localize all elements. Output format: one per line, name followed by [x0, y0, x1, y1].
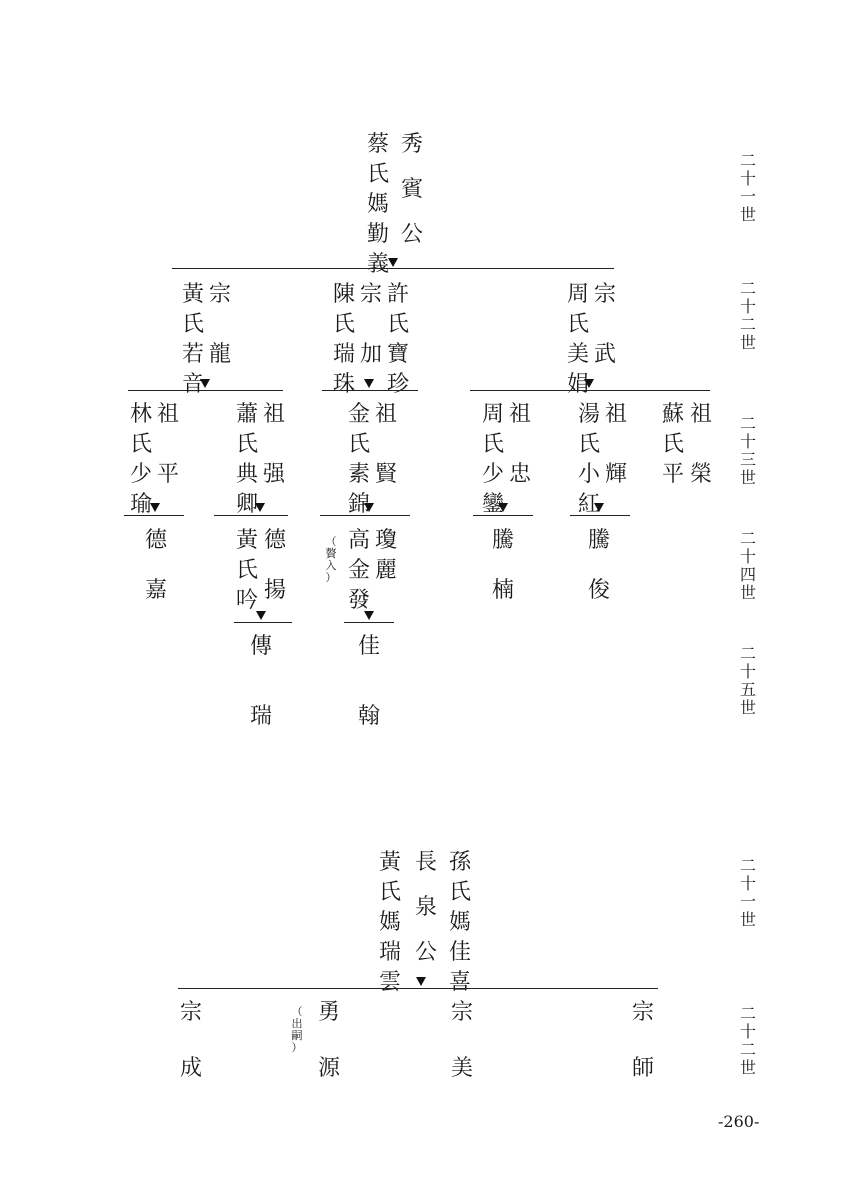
- root-name: 秀 賓 公: [400, 132, 423, 247]
- branch-line: [473, 515, 533, 516]
- branch-line: [124, 515, 184, 516]
- descent-arrow: [388, 258, 398, 267]
- generation-label: 二 十 一 世: [739, 856, 756, 929]
- e1-name: 傳 瑞: [249, 634, 272, 729]
- c6-wife: 蘇 氏 平: [661, 402, 684, 487]
- d3-note: （ 贅 入 ）: [325, 535, 337, 584]
- b3-wife: 周 氏 美 娟: [566, 282, 589, 397]
- root2-name: 長 泉 公: [414, 850, 437, 965]
- b1-wife: 黃 氏 若 音: [181, 282, 204, 397]
- branch-line: [570, 515, 630, 516]
- d1-name: 德 嘉: [144, 528, 167, 603]
- c1-wife: 林 氏 少 瑜: [129, 402, 152, 517]
- d5-name: 騰 俊: [587, 528, 610, 603]
- generation-label: 二 十 二 世: [739, 1004, 756, 1077]
- s4-name: 宗 師: [631, 1000, 654, 1081]
- d2-name: 德 揚: [263, 528, 286, 603]
- c4-name: 祖 忠: [508, 402, 531, 487]
- d4-name: 騰 楠: [491, 528, 514, 603]
- branch-line: [178, 988, 658, 989]
- descent-arrow: [584, 379, 594, 388]
- c3-name: 祖 賢: [374, 402, 397, 487]
- d2-wife: 黃 氏 吟: [235, 528, 258, 613]
- s3-name: 宗 美: [450, 1000, 473, 1081]
- root2-wife1: 孫 氏 媽 佳 喜: [448, 850, 471, 995]
- b2-name: 宗 加: [359, 282, 382, 367]
- branch-line: [344, 622, 394, 623]
- generation-label: 二 十 一 世: [739, 151, 756, 224]
- branch-line: [470, 390, 710, 391]
- branch-line: [322, 390, 418, 391]
- c5-wife: 湯 氏 小 紅: [577, 402, 600, 517]
- descent-arrow: [594, 503, 604, 512]
- b1-name: 宗 龍: [208, 282, 231, 367]
- d3-husband: 高 金 發: [347, 528, 370, 613]
- c4-wife: 周 氏 少 鑾: [481, 402, 504, 517]
- page-number: -260-: [718, 1112, 760, 1131]
- branch-line: [128, 390, 283, 391]
- b2-wife1: 許 氏 寶 珍: [386, 282, 409, 397]
- e2-name: 佳 翰: [357, 634, 380, 729]
- descent-arrow: [498, 503, 508, 512]
- b3-name: 宗 武: [593, 282, 616, 367]
- c5-name: 祖 輝: [604, 402, 627, 487]
- descent-arrow: [416, 977, 426, 986]
- d3-name: 瓊 麗: [374, 528, 397, 583]
- b2-wife2: 陳 氏 瑞 珠: [332, 282, 355, 397]
- s2-name: 勇 源: [317, 1000, 340, 1081]
- branch-line: [320, 515, 410, 516]
- generation-label: 二 十 五 世: [739, 644, 756, 717]
- descent-arrow: [364, 611, 374, 620]
- descent-arrow: [255, 503, 265, 512]
- root-wife: 蔡 氏 媽 勤 義: [366, 132, 389, 277]
- c6-name: 祖 榮: [689, 402, 712, 487]
- s1-name: 宗 成: [179, 1000, 202, 1081]
- descent-arrow: [364, 379, 374, 388]
- c3-wife: 金 氏 素 錦: [347, 402, 370, 517]
- generation-label: 二 十 二 世: [739, 279, 756, 352]
- descent-arrow: [150, 503, 160, 512]
- c1-name: 祖 平: [156, 402, 179, 487]
- c2-name: 祖 强: [262, 402, 285, 487]
- s2-note: （ 出 嗣 ）: [291, 1005, 303, 1054]
- branch-line: [172, 268, 614, 269]
- c2-wife: 蕭 氏 典 卿: [235, 402, 258, 517]
- descent-arrow: [200, 379, 210, 388]
- branch-line: [234, 622, 292, 623]
- descent-arrow: [256, 611, 266, 620]
- root2-wife2: 黃 氏 媽 瑞 雲: [378, 850, 401, 995]
- branch-line: [214, 515, 288, 516]
- generation-label: 二 十 三 世: [739, 414, 756, 487]
- generation-label: 二 十 四 世: [739, 529, 756, 602]
- descent-arrow: [364, 503, 374, 512]
